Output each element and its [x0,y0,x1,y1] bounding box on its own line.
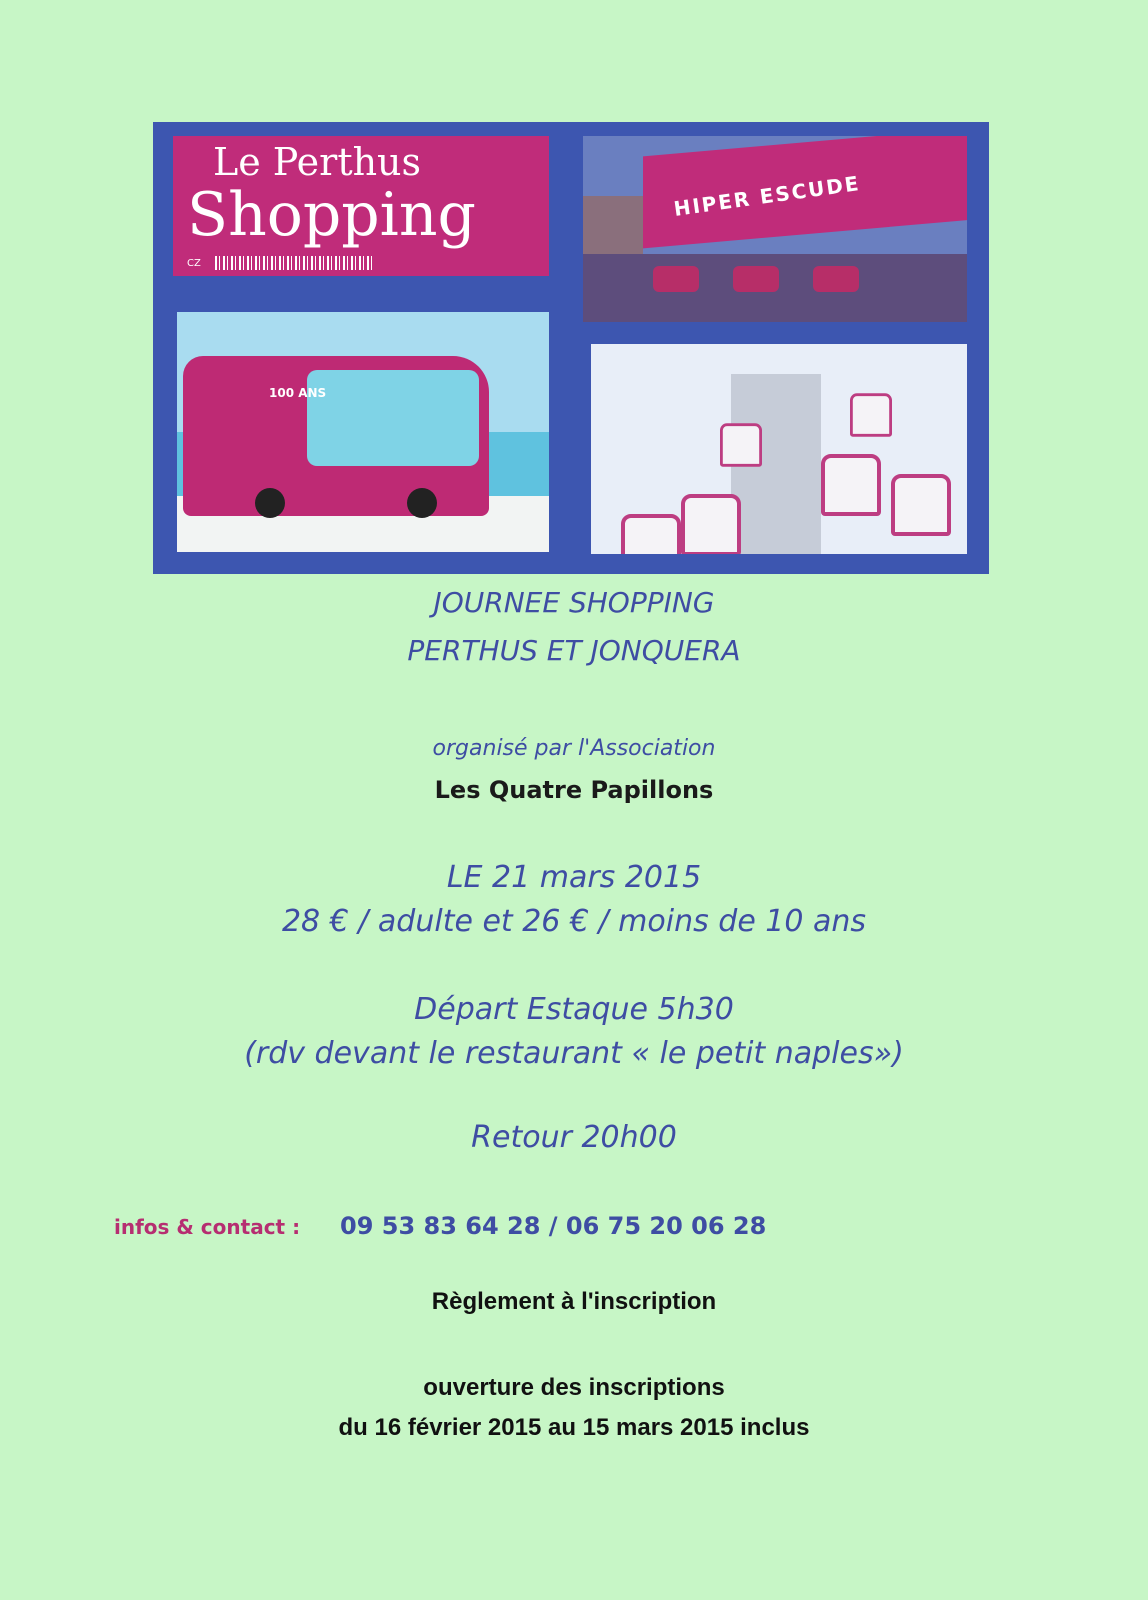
parked-car [733,266,779,292]
registration-opening: ouverture des inscriptions [423,1374,725,1401]
contact-label: infos & contact : [114,1215,301,1239]
parked-car [653,266,699,292]
bus-seat [850,393,892,436]
contact-phones: 09 53 83 64 28 / 06 75 20 06 28 [340,1212,767,1240]
bus-seat [621,514,681,554]
association-name: Les Quatre Papillons [434,776,714,804]
event-price: 28 € / adulte et 26 € / moins de 10 ans [281,904,867,939]
logo-cz-label: CZ [187,258,201,269]
event-title-line2: PERTHUS ET JONQUERA [407,634,741,667]
logo-title-line1: Le Perthus [213,140,422,184]
bus-seat [720,423,762,466]
bus-windshield [307,370,479,466]
organizer-intro: organisé par l'Association [432,736,716,761]
return-time: Retour 20h00 [471,1120,677,1155]
hypermarket-photo [583,136,967,322]
photo-collage [153,122,989,574]
parked-car [813,266,859,292]
bus-wheel [407,488,437,518]
bus-livery-text: 100 ANS [269,386,327,400]
coach-bus [183,356,489,516]
registration-period: du 16 février 2015 au 15 mars 2015 inclus [338,1414,810,1441]
payment-note: Règlement à l'inscription [431,1288,717,1315]
event-date: LE 21 mars 2015 [446,860,702,895]
departure-info: Départ Estaque 5h30 [414,992,734,1027]
meeting-point: (rdv devant le restaurant « le petit naples») [244,1036,904,1071]
coach-bus-photo [177,312,549,552]
bus-wheel [255,488,285,518]
bus-interior-photo [591,344,967,554]
bus-seat [681,494,741,554]
bus-seat [821,454,881,516]
barcode-graphic [215,256,375,270]
bus-seat [891,474,951,536]
logo-title-line2: Shopping [187,180,476,250]
perthus-shopping-logo [173,136,549,276]
store-sign-text: HIPER ESCUDE [672,171,862,221]
event-title-line1: JOURNEE SHOPPING [433,586,715,619]
